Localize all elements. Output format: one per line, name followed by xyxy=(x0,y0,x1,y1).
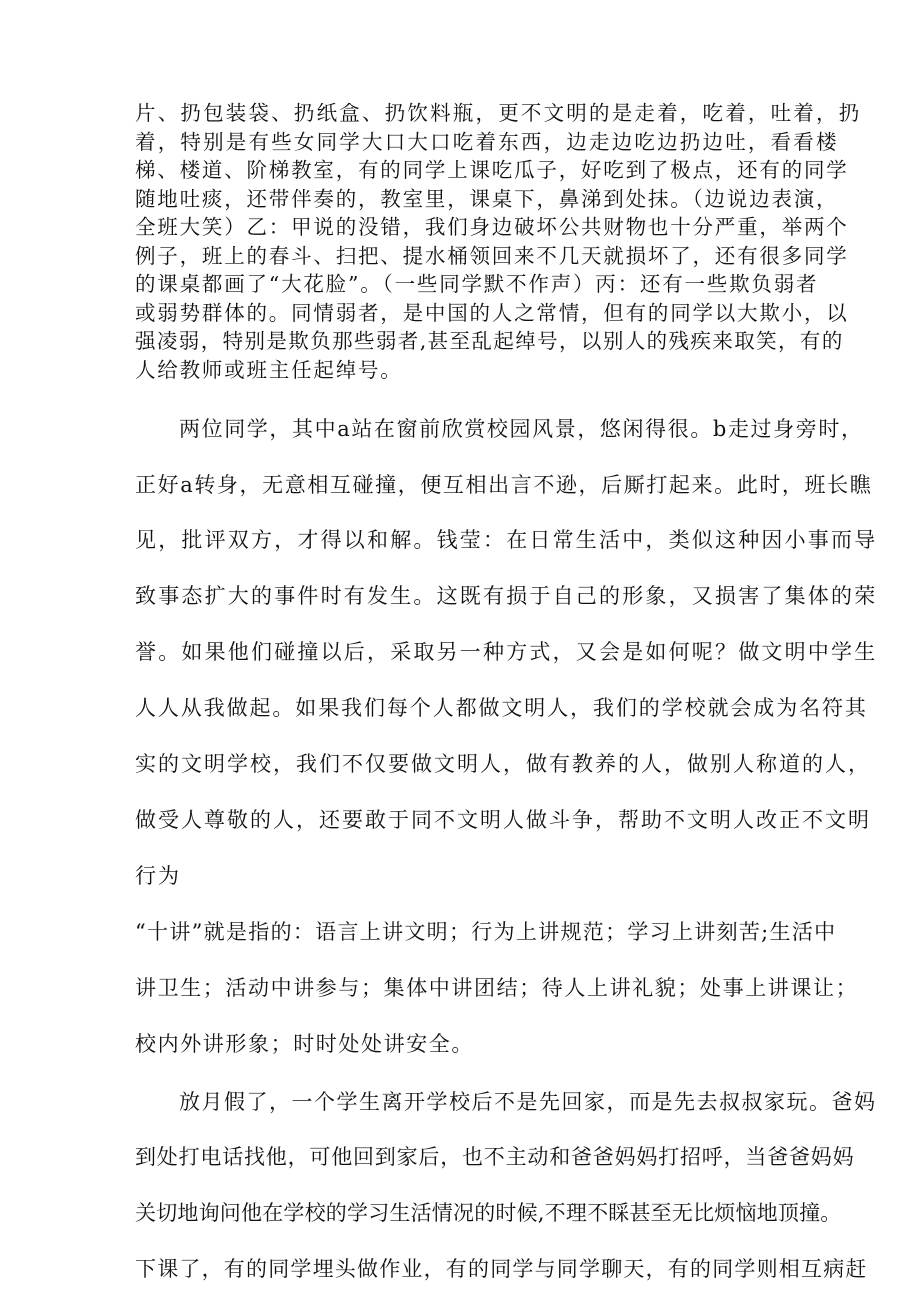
text-line: 强凌弱，特别是欺负那些弱者,甚至乱起绰号，以别人的残疾来取笑，有的 xyxy=(135,329,844,353)
text-line: 全班大笑）乙：甲说的没错，我们身边破坏公共财物也十分严重，举两个 xyxy=(135,215,849,239)
text-line: 梯、楼道、阶梯教室，有的同学上课吃瓜子，好吃到了极点，还有的同学 xyxy=(135,158,849,182)
text-line: 着，特别是有些女同学大口大口吃着东西，边走边吃边扔边吐，看看楼 xyxy=(135,130,839,154)
text-line: 正好a转身，无意相互碰撞，便互相出言不逊，后厮打起来。此时，班长瞧 xyxy=(135,473,873,497)
text-line: 行为 xyxy=(135,864,181,888)
text-line: 见，批评双方，才得以和解。钱莹：在日常生活中，类似这种因小事而导 xyxy=(135,528,878,552)
text-line: 校内外讲形象；时时处处讲安全。 xyxy=(135,1032,474,1056)
text-line: 致事态扩大的事件时有发生。这既有损于自己的形象，又损害了集体的荣 xyxy=(135,584,878,608)
text-line: 实的文明学校，我们不仅要做文明人，做有教养的人，做别人称道的人， xyxy=(135,752,871,776)
text-line: “十讲”就是指的：语言上讲文明；行为上讲规范；学习上讲刻苦;生活中 xyxy=(135,920,837,944)
text-line: 誉。如果他们碰撞以后，采取另一种方式，又会是如何呢？做文明中学生 xyxy=(135,640,878,664)
text-line: 片、扔包装袋、扔纸盒、扔饮料瓶，更不文明的是走着，吃着，吐着，扔 xyxy=(135,101,862,125)
text-line: 例子，班上的春斗、扫把、提水桶领回来不几天就损坏了，还有很多同学 xyxy=(135,244,849,268)
text-line: 放月假了，一个学生离开学校后不是先回家，而是先去叔叔家玩。爸妈 xyxy=(179,1090,877,1114)
text-line: 讲卫生；活动中讲参与；集体中讲团结；待人上讲礼貌；处事上讲课让； xyxy=(135,976,859,1000)
text-line: 关切地询问他在学校的学习生活情况的时候,不理不睬甚至无比烦恼地顶撞。 xyxy=(135,1201,842,1225)
text-line: 两位同学，其中a站在窗前欣赏校园风景，悠闲得很。b走过身旁时， xyxy=(179,417,864,441)
text-line: 的课桌都画了“大花脸”。（一些同学默不作声）丙：还有一些欺负弱者 xyxy=(135,272,819,296)
text-line: 随地吐痰，还带伴奏的，教室里，课桌下，鼻涕到处抹。（边说边表演， xyxy=(135,187,839,211)
text-line: 人给教师或班主任起绰号。 xyxy=(135,358,403,382)
text-line: 或弱势群体的。同情弱者，是中国的人之常情，但有的同学以大欺小，以 xyxy=(135,301,849,325)
text-line: 做受人尊敬的人，还要敢于同不文明人做斗争，帮助不文明人改正不文明 xyxy=(135,808,871,832)
text-line: 到处打电话找他，可他回到家后，也不主动和爸爸妈妈打招呼，当爸爸妈妈 xyxy=(135,1145,855,1169)
text-line: 下课了，有的同学埋头做作业，有的同学与同学聊天，有的同学则相互病赶 xyxy=(135,1257,868,1281)
text-line: 人人从我做起。如果我们每个人都做文明人，我们的学校就会成为名符其 xyxy=(135,696,868,720)
